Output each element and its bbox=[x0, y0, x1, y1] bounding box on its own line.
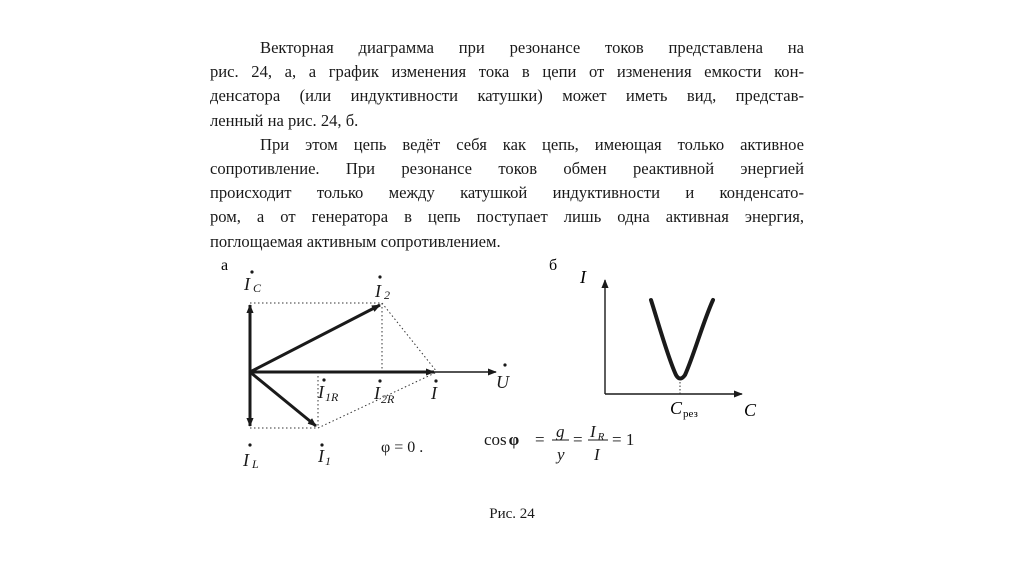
phi-equation: φ = 0 . bbox=[381, 439, 424, 456]
label-i: I bbox=[431, 383, 437, 403]
label-il: I L bbox=[243, 450, 259, 471]
label-i2r: $I_{2R}$ bbox=[374, 383, 395, 406]
formula-num1: g bbox=[556, 422, 565, 441]
text-line: сопротивление. При резонансе токов обмен реактивной энергией bbox=[210, 159, 804, 179]
formula-eq2: = bbox=[573, 430, 583, 449]
resonance-curve bbox=[651, 300, 713, 379]
resonance-label: Cрез bbox=[670, 398, 698, 420]
resonance-curve-plot bbox=[549, 257, 757, 420]
text-line: Векторная диаграмма при резонансе токов представлена на bbox=[260, 38, 804, 57]
figure-caption: Рис. 24 bbox=[489, 506, 535, 522]
text-line: При этом цепь ведёт себя как цепь, имеющая только активное bbox=[260, 134, 804, 154]
label-i1: I1 bbox=[318, 446, 331, 468]
text-line: происходит только между катушкой индуктивности и конденсато- bbox=[210, 183, 804, 203]
text-line: поглощаемая активным сопротивлением. bbox=[210, 231, 501, 251]
formula-num2: I R bbox=[590, 422, 605, 443]
y-axis-label: I bbox=[580, 267, 586, 287]
panel-label-b: б bbox=[549, 257, 558, 274]
x-axis-label: C bbox=[744, 400, 757, 420]
text-line: ленный на рис. 24, б. bbox=[210, 110, 359, 130]
formula-cos: cos φ bbox=[484, 430, 520, 449]
formula-den2: I bbox=[594, 445, 600, 464]
formula-den1: y bbox=[557, 445, 565, 464]
formula-eq3: = 1 bbox=[612, 430, 635, 449]
label-i1r: I1R bbox=[318, 382, 339, 404]
text-line: денсатора (или индуктивности катушки) может иметь вид, представ- bbox=[210, 86, 804, 106]
label-i2: I 2 bbox=[375, 281, 390, 302]
vector-diagram bbox=[221, 257, 510, 471]
label-u: U bbox=[496, 372, 509, 392]
construction-lines bbox=[250, 303, 437, 428]
cos-phi-formula bbox=[484, 422, 634, 464]
vector-i1 bbox=[250, 372, 316, 426]
text-line: ром, а от генератора в цепь поступает лишь одна активная энергия, bbox=[210, 207, 804, 227]
vector-i2 bbox=[250, 305, 380, 372]
formula-eq1: = bbox=[535, 430, 545, 449]
panel-label-a: а bbox=[221, 257, 229, 274]
text-line: рис. 24, а, а график изменения тока в цепи от изменения емкости кон- bbox=[210, 62, 804, 82]
label-ic: I C bbox=[244, 274, 262, 295]
